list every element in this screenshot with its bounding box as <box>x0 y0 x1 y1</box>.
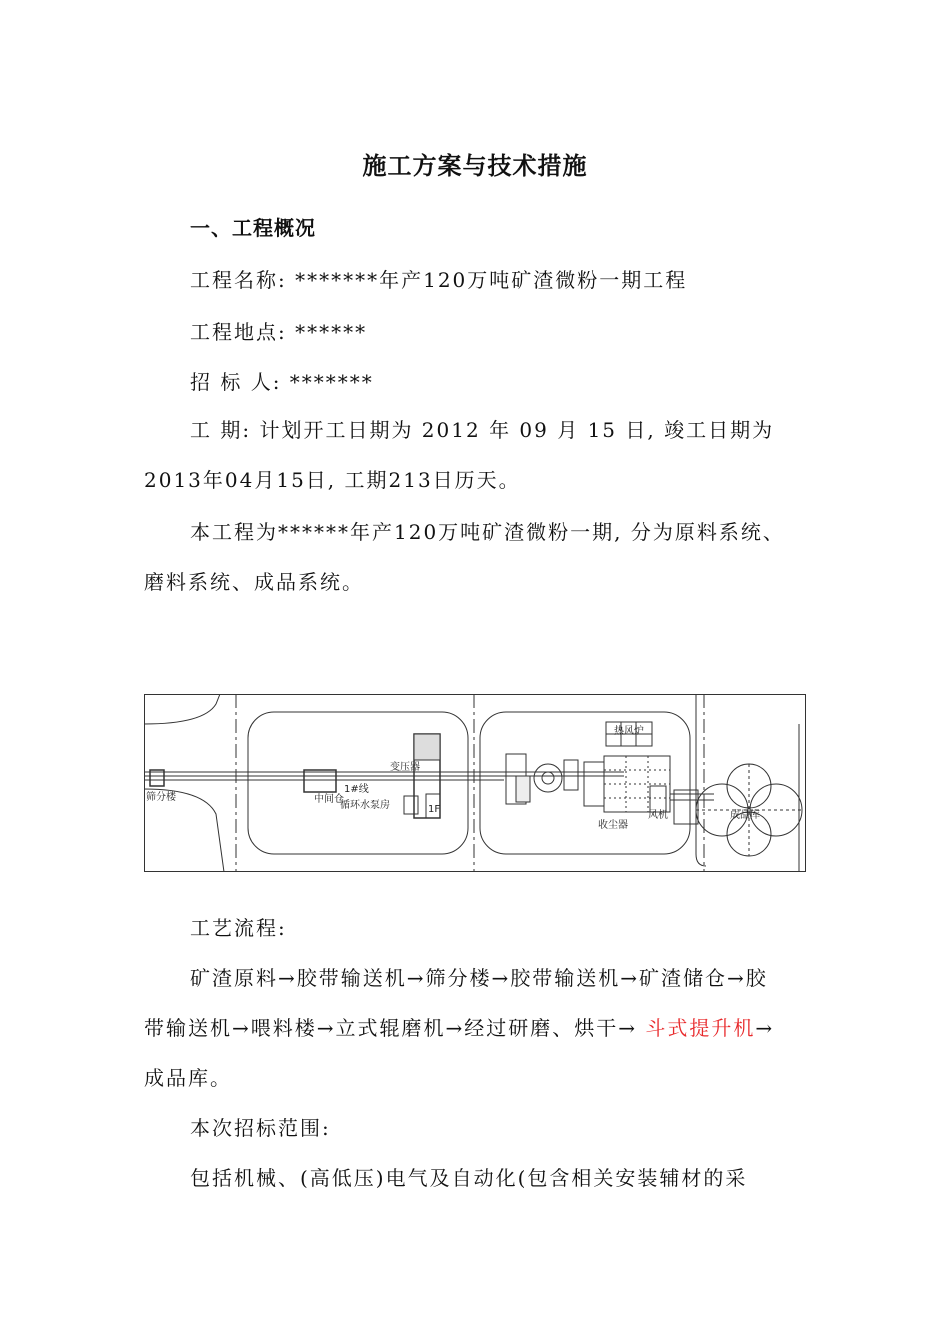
schedule-line-2: 2013年04月15日, 工期213日历天。 <box>144 468 521 492</box>
label-screening-building: 筛分楼 <box>146 792 176 803</box>
process-line-3: 成品库。 <box>144 1066 232 1090</box>
process-line-2-end: → <box>755 1016 775 1040</box>
section-heading-overview: 一、工程概况 <box>190 216 316 240</box>
label-fan: 风机 <box>648 810 668 821</box>
label-pump-house: 循环水泵房 <box>340 800 390 811</box>
label-line-1: 1#线 <box>344 784 369 795</box>
process-line-1: 矿渣原料→胶带输送机→筛分楼→胶带输送机→矿渣储仓→胶 <box>190 966 768 990</box>
document-title: 施工方案与技术措施 <box>362 152 588 180</box>
label-substation: 变压器 <box>390 762 420 773</box>
scope-line-1: 本工程为******年产120万吨矿渣微粉一期, 分为原料系统、 <box>190 520 785 544</box>
process-line-2 <box>144 1012 774 1041</box>
tenderer-line: 招 标 人: ******* <box>190 370 374 394</box>
bucket-elevator-highlight: 斗式提升机 <box>645 1016 756 1040</box>
project-location-line: 工程地点: ****** <box>190 320 368 344</box>
scope-line-2: 磨料系统、成品系统。 <box>144 570 364 594</box>
schedule-line-1: 工 期: 计划开工日期为 2012 年 09 月 15 日, 竣工日期为 <box>190 418 775 442</box>
plant-layout-drawing <box>144 694 806 872</box>
bid-scope-line-1: 包括机械、(高低压)电气及自动化(包含相关安装辅材的采 <box>190 1166 748 1190</box>
label-intermediate-bin: 中间仓 <box>314 794 344 805</box>
bid-scope-heading: 本次招标范围: <box>190 1116 331 1140</box>
label-dust-collector: 收尘器 <box>598 820 628 831</box>
process-line-2-start: 带输送机→喂料楼→立式辊磨机→经过研磨、烘干→ <box>144 1016 646 1040</box>
label-finished-warehouse: 成品库 <box>730 810 760 821</box>
label-1f: 1F <box>428 804 441 815</box>
project-name-line: 工程名称: *******年产120万吨矿渣微粉一期工程 <box>190 268 688 292</box>
process-heading: 工艺流程: <box>190 916 287 940</box>
label-hot-air-furnace: 热风炉 <box>614 726 644 737</box>
